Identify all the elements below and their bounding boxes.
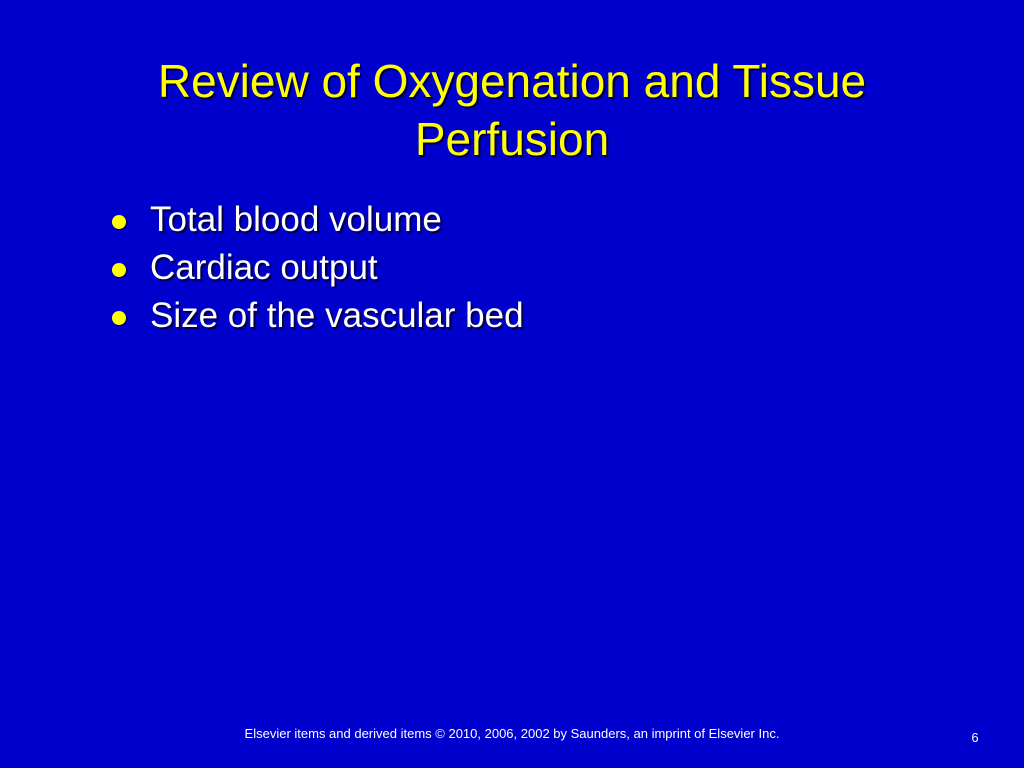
bullet-text: Total blood volume <box>150 200 442 239</box>
slide-title-line-2: Perfusion <box>414 113 610 165</box>
bullet-dot-icon <box>112 263 126 277</box>
bullet-item <box>112 244 524 292</box>
page-number: 6 <box>971 730 979 745</box>
bullet-text: Cardiac output <box>150 248 378 287</box>
bullet-item <box>112 292 524 340</box>
bullet-text: Size of the vascular bed <box>150 296 524 335</box>
bullet-item <box>112 196 524 244</box>
bullet-dot-icon <box>112 311 126 325</box>
bullet-dot-icon <box>112 215 126 229</box>
copyright-footer: Elsevier items and derived items © 2010, 2006, 2002 by Saunders, an imprint of Elsevier Inc. <box>244 726 780 741</box>
slide-title-line-1: Review of Oxygenation and Tissue <box>157 55 867 107</box>
bullet-list <box>112 196 524 340</box>
slide-title <box>80 52 944 168</box>
